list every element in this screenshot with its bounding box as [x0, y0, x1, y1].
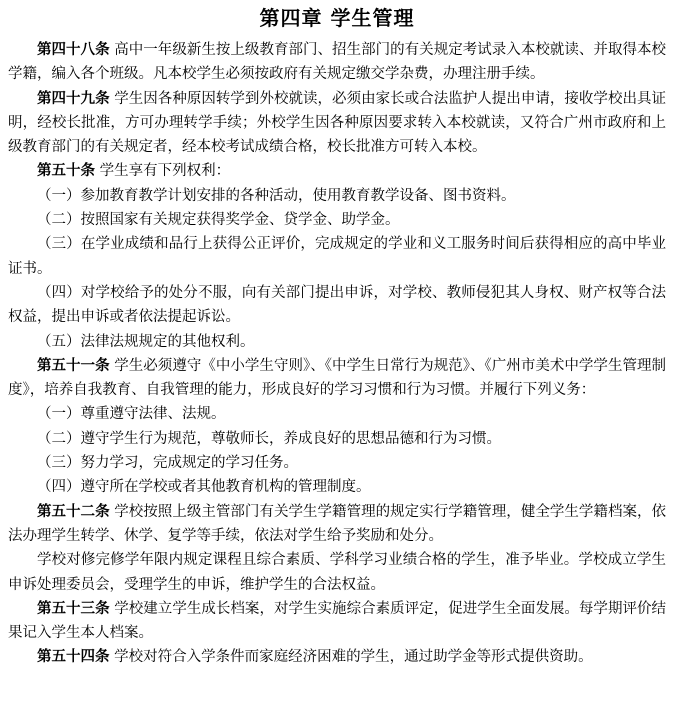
article-52 — [8, 500, 666, 549]
duty-item-3: （三）努力学习，完成规定的学习任务。 — [37, 455, 298, 472]
duty-item-4: （四）遵守所在学校或者其他教育机构的管理制度。 — [37, 479, 371, 496]
right-item-2: （二）按照国家有关规定获得奖学金、贷学金、助学金。 — [37, 212, 400, 229]
article-label: 第五十二条 — [37, 503, 110, 520]
chapter-title: 第四章 学生管理 — [259, 6, 415, 30]
article-label: 第五十四条 — [37, 649, 110, 666]
article-text: 学生享有下列权利： — [95, 163, 231, 180]
article-label: 第四十八条 — [37, 42, 110, 58]
right-item-1: （一）参加教育教学计划安排的各种活动，使用教育教学设备、图书资料。 — [37, 187, 516, 204]
article-51 — [8, 354, 666, 403]
article-label: 第五十条 — [37, 163, 95, 180]
article-label: 第五十三条 — [37, 600, 110, 617]
article-48 — [8, 38, 666, 87]
article-49 — [8, 87, 666, 160]
article-53 — [8, 597, 666, 646]
right-item-5: （五）法律法规规定的其他权利。 — [37, 333, 255, 350]
article-54 — [8, 645, 666, 669]
right-item-4: （四）对学校给予的处分不服，向有关部门提出申诉，对学校、教师侵犯其人身权、财产权等合法权益，提出申诉或者依法提起诉讼。 — [8, 284, 666, 326]
duty-item-1: （一）尊重遵守法律、法规。 — [37, 406, 226, 423]
article-label: 第四十九条 — [37, 90, 110, 107]
article-text: 学生因各种原因转学到外校就读，必须由家长或合法监护人提出申请，接收学校出具证明，经校长批准，方可办理转学手续；外校学生因各种原因要求转入本校就读，又符合广州市政府和上级教育部门的有关规定者，经本校考试成绩合格，校长批准方可转入本校。 — [8, 90, 667, 156]
right-item-3: （三）在学业成绩和品行上获得公正评价，完成规定的学业和义工服务时间后获得相应的高中毕业证书。 — [8, 236, 666, 277]
duty-item-2: （二）遵守学生行为规范，尊敬师长，养成良好的思想品德和行为习惯。 — [37, 430, 501, 447]
article-text: 学校按照上级主管部门有关学生学籍管理的规定实行学籍管理，健全学生学籍档案，依法办理学生转学、休学、复学等手续，依法对学生给予奖励和处分。 — [8, 503, 667, 544]
article-label: 第五十一条 — [37, 357, 110, 374]
article-52-continuation: 学校对修完修学年限内规定课程且综合素质、学科学习业绩合格的学生，准予毕业。学校成立学生申诉处理委员会，受理学生的申诉，维护学生的合法权益。 — [8, 552, 666, 593]
article-text: 学校建立学生成长档案，对学生实施综合素质评定，促进学生全面发展。每学期评价结果记入学生本人档案。 — [8, 600, 667, 642]
article-text: 学校对符合入学条件而家庭经济困难的学生，通过助学金等形式提供资助。 — [109, 649, 593, 666]
article-50 — [8, 159, 666, 183]
article-text: 学生必须遵守《中小学生守则》、《中学生日常行为规范》、《广州市美术中学学生管理制度》，培养自我教育、自我管理的能力，形成良好的学习习惯和行为习惯。并履行下列义务： — [8, 357, 667, 399]
article-text: 高中一年级新生按上级教育部门、招生部门的有关规定考试录入本校就读、并取得本校学籍，编入各个班级。凡本校学生必须按政府有关规定缴交学杂费，办理注册手续。 — [8, 42, 667, 83]
